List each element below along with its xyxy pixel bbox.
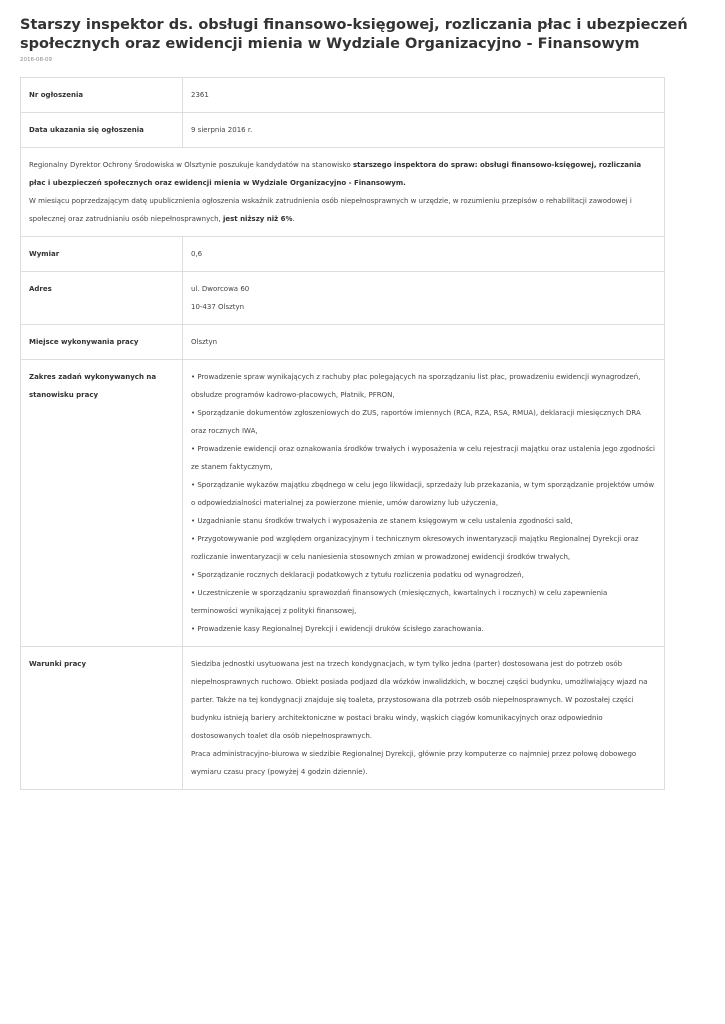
duty-item: • Sporządzanie rocznych deklaracji podatkowych z tytułu rozliczenia podatku od wynagrodzeń, bbox=[191, 571, 524, 579]
intro-ratio: jest niższy niż 6% bbox=[222, 215, 293, 223]
table-row bbox=[21, 325, 665, 360]
intro-text: W miesiącu poprzedzającym datę upublicznienia ogłoszenia wskaźnik zatrudnienia osób niepełnosprawnych w urzędzie, w rozumieniu przepisów o rehabilitacji zawodowej i społecznej oraz zatrudnianiu osób niepełnosprawnych, bbox=[29, 197, 632, 223]
row-label: Nr ogłoszenia bbox=[21, 78, 183, 113]
address-city: 10-437 Olsztyn bbox=[191, 303, 245, 311]
publication-date: 2016-08-09 bbox=[20, 57, 52, 63]
work-conditions bbox=[183, 647, 665, 790]
work-place: Olsztyn bbox=[183, 325, 665, 360]
work-time: 0,6 bbox=[183, 237, 665, 272]
duty-item: • Prowadzenie kasy Regionalnej Dyrekcji i ewidencji druków ścisłego zarachowania. bbox=[191, 625, 484, 633]
announcement-number: 2361 bbox=[183, 78, 665, 113]
duty-item: • Przygotowywanie pod względem organizacyjnym i technicznym okresowych inwentaryzacji majątku Regionalnej Dyrekcji oraz rozliczanie inwentaryzacji w celu naniesienia stosownych zmian w prowadzonej ewidencji środków trwałych, bbox=[191, 535, 639, 561]
table-row bbox=[21, 647, 665, 790]
table-row bbox=[21, 113, 665, 148]
address-street: ul. Dworcowa 60 bbox=[191, 285, 250, 293]
row-label: Warunki pracy bbox=[21, 647, 183, 790]
conditions-paragraph: Praca administracyjno-biurowa w siedzibie Regionalnej Dyrekcji, głównie przy komputerze co najmniej przez połowę dobowego wymiaru czasu pracy (powyżej 4 godzin dziennie). bbox=[191, 750, 637, 776]
duty-item: • Uzgadnianie stanu środków trwałych i wyposażenia ze stanem księgowym w celu ustalenia zgodności sald, bbox=[191, 517, 573, 525]
table-row bbox=[21, 237, 665, 272]
row-label: Zakres zadań wykonywanych na stanowisku pracy bbox=[21, 360, 183, 647]
announcement-date: 9 sierpnia 2016 r. bbox=[183, 113, 665, 148]
intro-text: . bbox=[292, 215, 295, 223]
duty-item: • Uczestniczenie w sporządzaniu sprawozdań finansowych (miesięcznych, kwartalnych i rocznych) w celu zapewnienia terminowości wynikającej z polityki finansowej, bbox=[191, 589, 608, 615]
duties bbox=[183, 360, 665, 647]
details-table bbox=[20, 77, 665, 790]
row-label: Miejsce wykonywania pracy bbox=[21, 325, 183, 360]
page-title: Starszy inspektor ds. obsługi finansowo-księgowej, rozliczania płac i ubezpieczeń społecznych oraz ewidencji mienia w Wydziale Organizacyjno - Finansowym bbox=[20, 17, 688, 52]
row-label: Wymiar bbox=[21, 237, 183, 272]
row-label: Adres bbox=[21, 272, 183, 325]
row-label: Data ukazania się ogłoszenia bbox=[21, 113, 183, 148]
table-row bbox=[21, 272, 665, 325]
table-row bbox=[21, 78, 665, 113]
table-row bbox=[21, 148, 665, 237]
address bbox=[183, 272, 665, 325]
duty-item: • Sporządzanie wykazów majątku zbędnego w celu jego likwidacji, sprzedaży lub przekazania, w tym sporządzanie projektów umów o odpowiedzialności materialnej za powierzone mienie, umów darowizny lub użyczenia, bbox=[191, 481, 655, 507]
duty-item: • Prowadzenie ewidencji oraz oznakowania środków trwałych i wyposażenia w celu rejestracji majątku oraz ustalenia jego zgodności ze stanem faktycznym, bbox=[191, 445, 655, 471]
table-row bbox=[21, 360, 665, 647]
conditions-paragraph: Siedziba jednostki usytuowana jest na trzech kondygnacjach, w tym tylko jedna (parter) dostosowana jest do potrzeb osób niepełnosprawnych ruchowo. Obiekt posiada podjazd dla wózków inwalidzkich, w bocznej części budynku, umożliwiający wjazd na parter. Także na tej kondygnacji znajduje się toaleta, przystosowana dla potrzeb osób niepełnosprawnych. W pozostałej części budynku istnieją bariery architektoniczne w postaci braku windy, wąskich ciągów komunikacyjnych oraz odpowiednio dostosowanych toalet dla osób niepełnosprawnych. bbox=[191, 660, 648, 740]
intro-position: starszego inspektora do spraw: obsługi finansowo-księgowej, rozliczania płac i ubezpieczeń społecznych oraz ewidencji mienia w Wydziale Organizacyjno - Finansowym. bbox=[29, 161, 642, 187]
duty-item: • Sporządzanie dokumentów zgłoszeniowych do ZUS, raportów imiennych (RCA, RZA, RSA, RMUA), deklaracji miesięcznych DRA oraz rocznych IWA, bbox=[191, 409, 641, 435]
intro-cell bbox=[21, 148, 665, 237]
duty-item: • Prowadzenie spraw wynikających z rachuby płac polegających na sporządzaniu list płac, prowadzeniu ewidencji wynagrodzeń, obsłudze programów kadrowo-płacowych, Płatnik, PFRON, bbox=[191, 373, 641, 399]
intro-text: Regionalny Dyrektor Ochrony Środowiska w Olsztynie poszukuje kandydatów na stanowisko bbox=[29, 161, 353, 169]
